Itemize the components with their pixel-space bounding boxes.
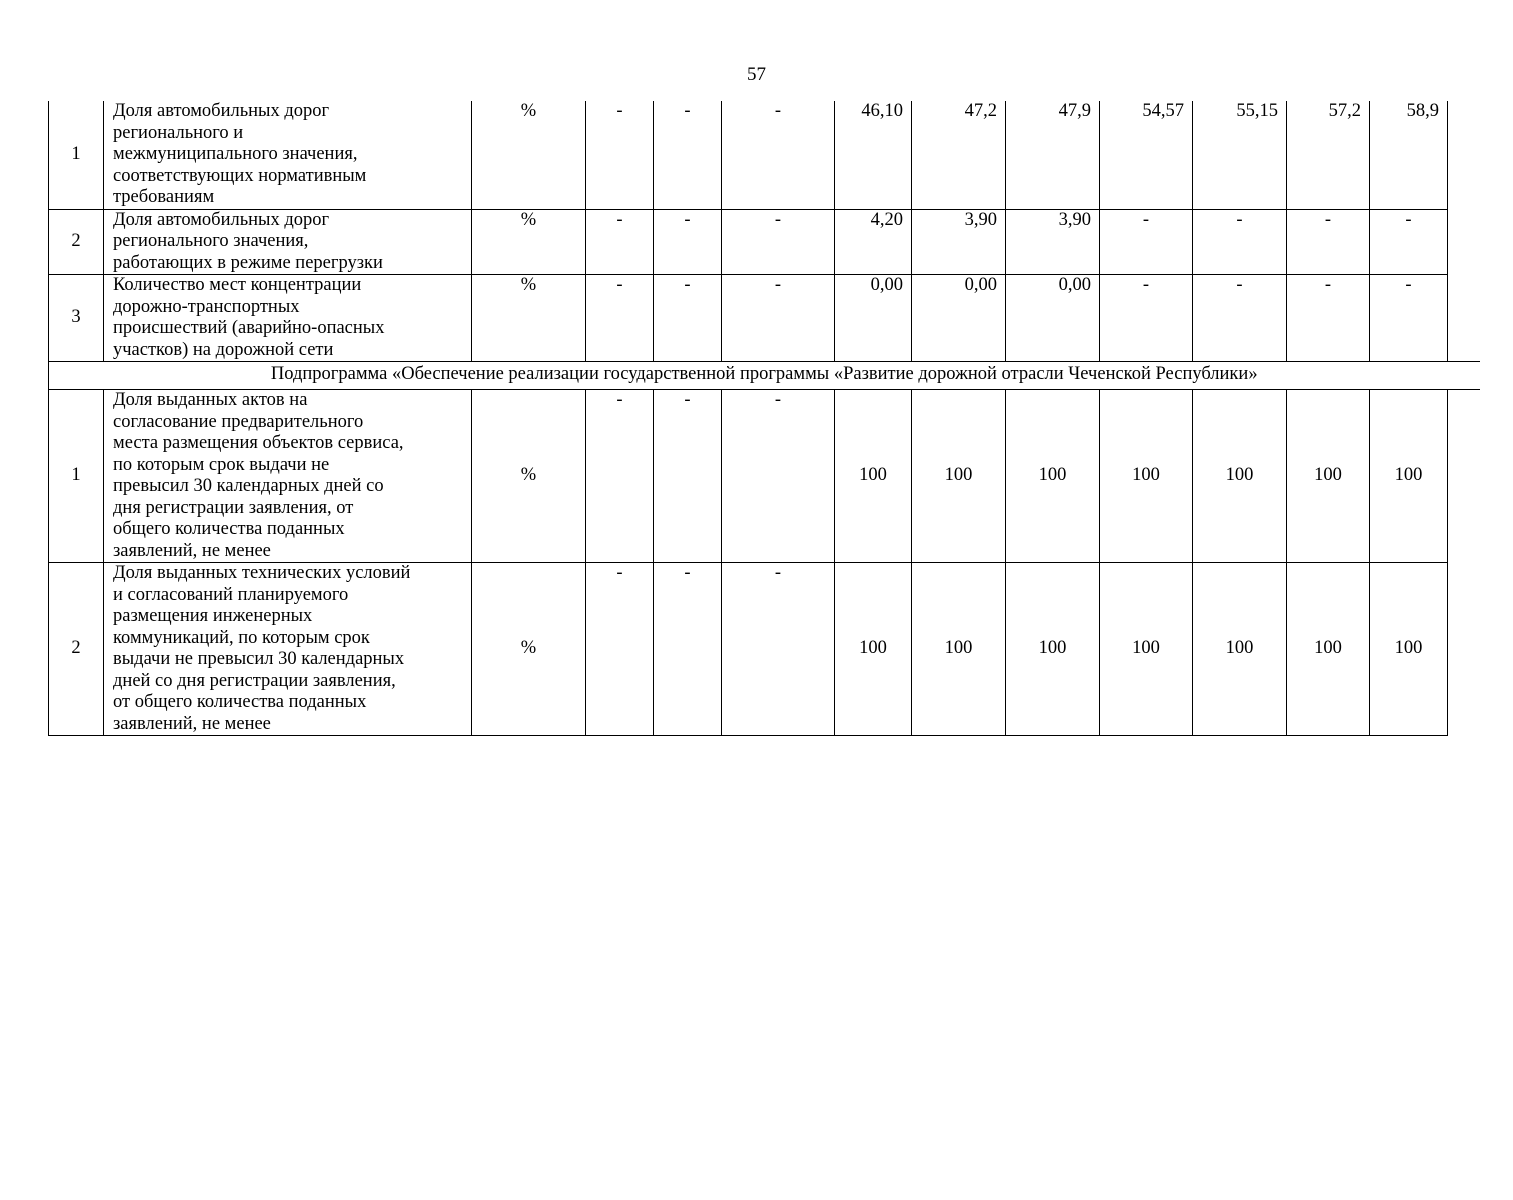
dash-cell: - [586, 209, 654, 275]
value-cell: 58,9 [1370, 101, 1448, 209]
unit-cell: % [472, 563, 586, 736]
dash-cell: - [722, 209, 835, 275]
dash-cell: - [654, 390, 722, 563]
table-row [49, 101, 1480, 209]
value-cell: - [1287, 209, 1370, 275]
value-cell: 100 [1287, 563, 1370, 736]
dash-cell: - [586, 563, 654, 736]
value-cell: 100 [835, 390, 912, 563]
row-number: 1 [49, 390, 104, 563]
value-cell: 47,9 [1006, 101, 1100, 209]
value-cell: - [1287, 275, 1370, 362]
dash-cell: - [654, 275, 722, 362]
value-cell: 0,00 [912, 275, 1006, 362]
value-cell: 46,10 [835, 101, 912, 209]
value-cell: - [1370, 209, 1448, 275]
indicator-name: Доля выданных технических условий и согласований планируемого размещения инженерных коммуникаций, по которым срок выдачи не превысил 30 календарных дней со дня регистрации заявления, от общего количества поданных заявлений, не менее [104, 563, 472, 736]
row-number: 1 [49, 101, 104, 209]
indicator-name: Доля выданных актов на согласование предварительного места размещения объектов сервиса, по которым срок выдачи не превысил 30 календарных дней со дня регистрации заявления, от общего количества поданных заявлений, не менее [104, 390, 472, 563]
dash-cell: - [722, 275, 835, 362]
value-cell: 100 [1006, 563, 1100, 736]
row-number: 2 [49, 209, 104, 275]
value-cell: - [1370, 275, 1448, 362]
value-cell: 0,00 [835, 275, 912, 362]
unit-cell: % [472, 101, 586, 209]
value-cell: 100 [1100, 390, 1193, 563]
unit-cell: % [472, 209, 586, 275]
page-number: 57 [747, 64, 766, 85]
value-cell: - [1100, 275, 1193, 362]
table-row [49, 275, 1480, 362]
indicator-name: Количество мест концентрации дорожно-транспортных происшествий (аварийно-опасных участков) на дорожной сети [104, 275, 472, 362]
value-cell: 100 [835, 563, 912, 736]
dash-cell: - [654, 101, 722, 209]
dash-cell: - [654, 563, 722, 736]
indicator-name: Доля автомобильных дорог регионального и межмуниципального значения, соответствующих нормативным требованиям [104, 101, 472, 209]
value-cell: - [1193, 209, 1287, 275]
dash-cell: - [586, 101, 654, 209]
value-cell: 100 [1370, 563, 1448, 736]
value-cell: 100 [1193, 390, 1287, 563]
value-cell: 54,57 [1100, 101, 1193, 209]
value-cell: 55,15 [1193, 101, 1287, 209]
value-cell: - [1193, 275, 1287, 362]
table-row [49, 390, 1480, 563]
dash-cell: - [722, 390, 835, 563]
indicators-table [48, 101, 1480, 736]
dash-cell: - [586, 275, 654, 362]
unit-cell: % [472, 275, 586, 362]
value-cell: 0,00 [1006, 275, 1100, 362]
table-row [49, 209, 1480, 275]
value-cell: 47,2 [912, 101, 1006, 209]
value-cell: 3,90 [1006, 209, 1100, 275]
value-cell: 100 [1193, 563, 1287, 736]
row-number: 3 [49, 275, 104, 362]
dash-cell: - [722, 101, 835, 209]
value-cell: 100 [1006, 390, 1100, 563]
value-cell: 100 [1370, 390, 1448, 563]
dash-cell: - [722, 563, 835, 736]
value-cell: 57,2 [1287, 101, 1370, 209]
value-cell: 100 [912, 563, 1006, 736]
section-row [49, 362, 1480, 390]
dash-cell: - [586, 390, 654, 563]
dash-cell: - [654, 209, 722, 275]
value-cell: - [1100, 209, 1193, 275]
row-number: 2 [49, 563, 104, 736]
table-row [49, 563, 1480, 736]
value-cell: 100 [1100, 563, 1193, 736]
section-title: Подпрограмма «Обеспечение реализации государственной программы «Развитие дорожной отрасли Чеченской Республики» [49, 362, 1480, 390]
indicator-name: Доля автомобильных дорог регионального значения, работающих в режиме перегрузки [104, 209, 472, 275]
value-cell: 4,20 [835, 209, 912, 275]
value-cell: 100 [912, 390, 1006, 563]
value-cell: 3,90 [912, 209, 1006, 275]
unit-cell: % [472, 390, 586, 563]
value-cell: 100 [1287, 390, 1370, 563]
